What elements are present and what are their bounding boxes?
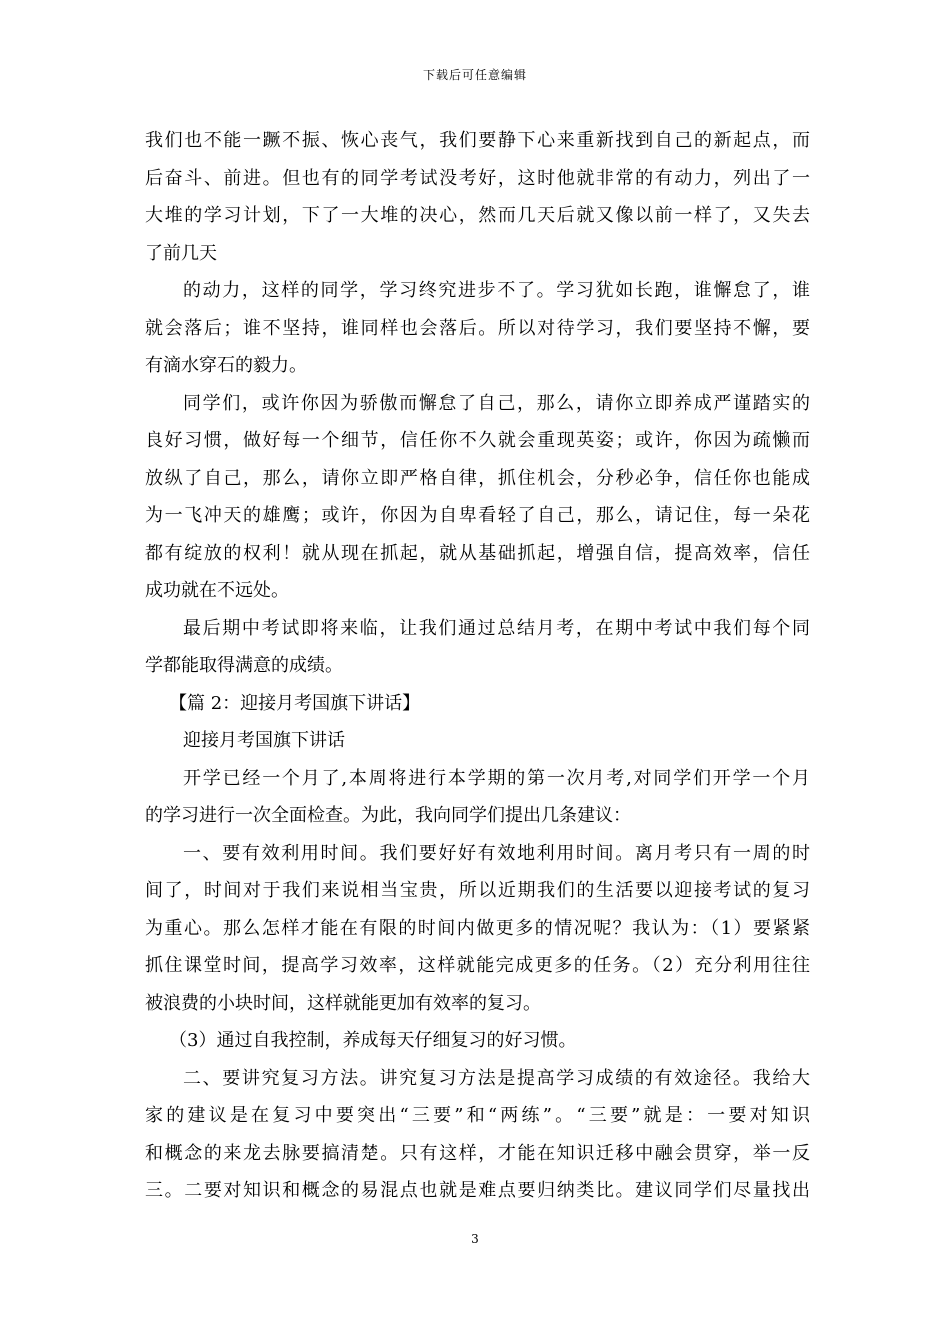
text-line: 大堆的学习计划，下了一大堆的决心，然而几天后就又像以前一样了，又失去 [145, 205, 810, 226]
text-line: 的学习进行一次全面检查。为此，我向同学们提出几条建议： [145, 805, 631, 826]
text-line: 三。二要对知识和概念的易混点也就是难点要归纳类比。建议同学们尽量找出 [145, 1180, 810, 1201]
text-line: 的动力，这样的同学，学习终究进步不了。学习犹如长跑，谁懈怠了，谁 [183, 280, 810, 301]
text-line: 最后期中考试即将来临，让我们通过总结月考，在期中考试中我们每个同 [183, 617, 810, 639]
text-line: 迎接月考国旗下讲话 [183, 730, 345, 751]
page-header: 下载后可任意编辑 [422, 68, 527, 82]
text-line: 抓住课堂时间，提高学习效率，这样就能完成更多的任务。（2）充分利用往往 [145, 955, 810, 976]
page-number: 3 [471, 1232, 479, 1246]
text-line: 学都能取得满意的成绩。 [145, 655, 343, 676]
text-line: 家的建议是在复习中要突出“三要”和“两练”。“三要”就是：一要对知识 [145, 1105, 810, 1126]
text-line: 后奋斗、前进。但也有的同学考试没考好，这时他就非常的有动力，列出了一 [145, 167, 810, 189]
text-line: 都有绽放的权利！就从现在抓起，就从基础抓起，增强自信，提高效率，信任 [145, 542, 810, 564]
text-line: 【篇 2：迎接月考国旗下讲话】 [169, 692, 421, 714]
text-line: 二、要讲究复习方法。讲究复习方法是提高学习成绩的有效途径。我给大 [183, 1067, 810, 1089]
text-line: （3）通过自我控制，养成每天仔细复习的好习惯。 [169, 1030, 577, 1051]
text-line: 间了，时间对于我们来说相当宝贵，所以近期我们的生活要以迎接考试的复习 [145, 880, 810, 901]
text-line: 就会落后；谁不坚持，谁同样也会落后。所以对待学习，我们要坚持不懈，要 [145, 317, 810, 339]
document-body [145, 122, 810, 1210]
text-line: 为一飞冲天的雄鹰；或许，你因为自卑看轻了自己，那么，请记住，每一朵花 [145, 505, 810, 526]
text-line: 为重心。那么怎样才能在有限的时间内做更多的情况呢？我认为：（1）要紧紧 [145, 917, 810, 939]
text-line: 和概念的来龙去脉要搞清楚。只有这样，才能在知识迁移中融会贯穿，举一反 [145, 1142, 810, 1164]
text-line: 一、要有效利用时间。我们要好好有效地利用时间。离月考只有一周的时 [183, 842, 810, 864]
text-line: 有滴水穿石的毅力。 [145, 355, 307, 376]
text-line: 成功就在不远处。 [145, 580, 289, 601]
text-line: 了前几天 [145, 242, 217, 264]
text-line: 放纵了自己，那么，请你立即严格自律，抓住机会，分秒必争，信任你也能成 [145, 467, 810, 489]
text-line: 同学们，或许你因为骄傲而懈怠了自己，那么，请你立即养成严谨踏实的 [183, 392, 810, 414]
text-line: 良好习惯，做好每一个细节，信任你不久就会重现英姿；或许，你因为疏懒而 [145, 430, 810, 451]
text-line: 我们也不能一蹶不振、恢心丧气，我们要静下心来重新找到自己的新起点，而 [145, 130, 810, 151]
text-line: 被浪费的小块时间，这样就能更加有效率的复习。 [145, 992, 541, 1014]
text-line: 开学已经一个月了,本周将进行本学期的第一次月考,对同学们开学一个月 [183, 767, 810, 789]
